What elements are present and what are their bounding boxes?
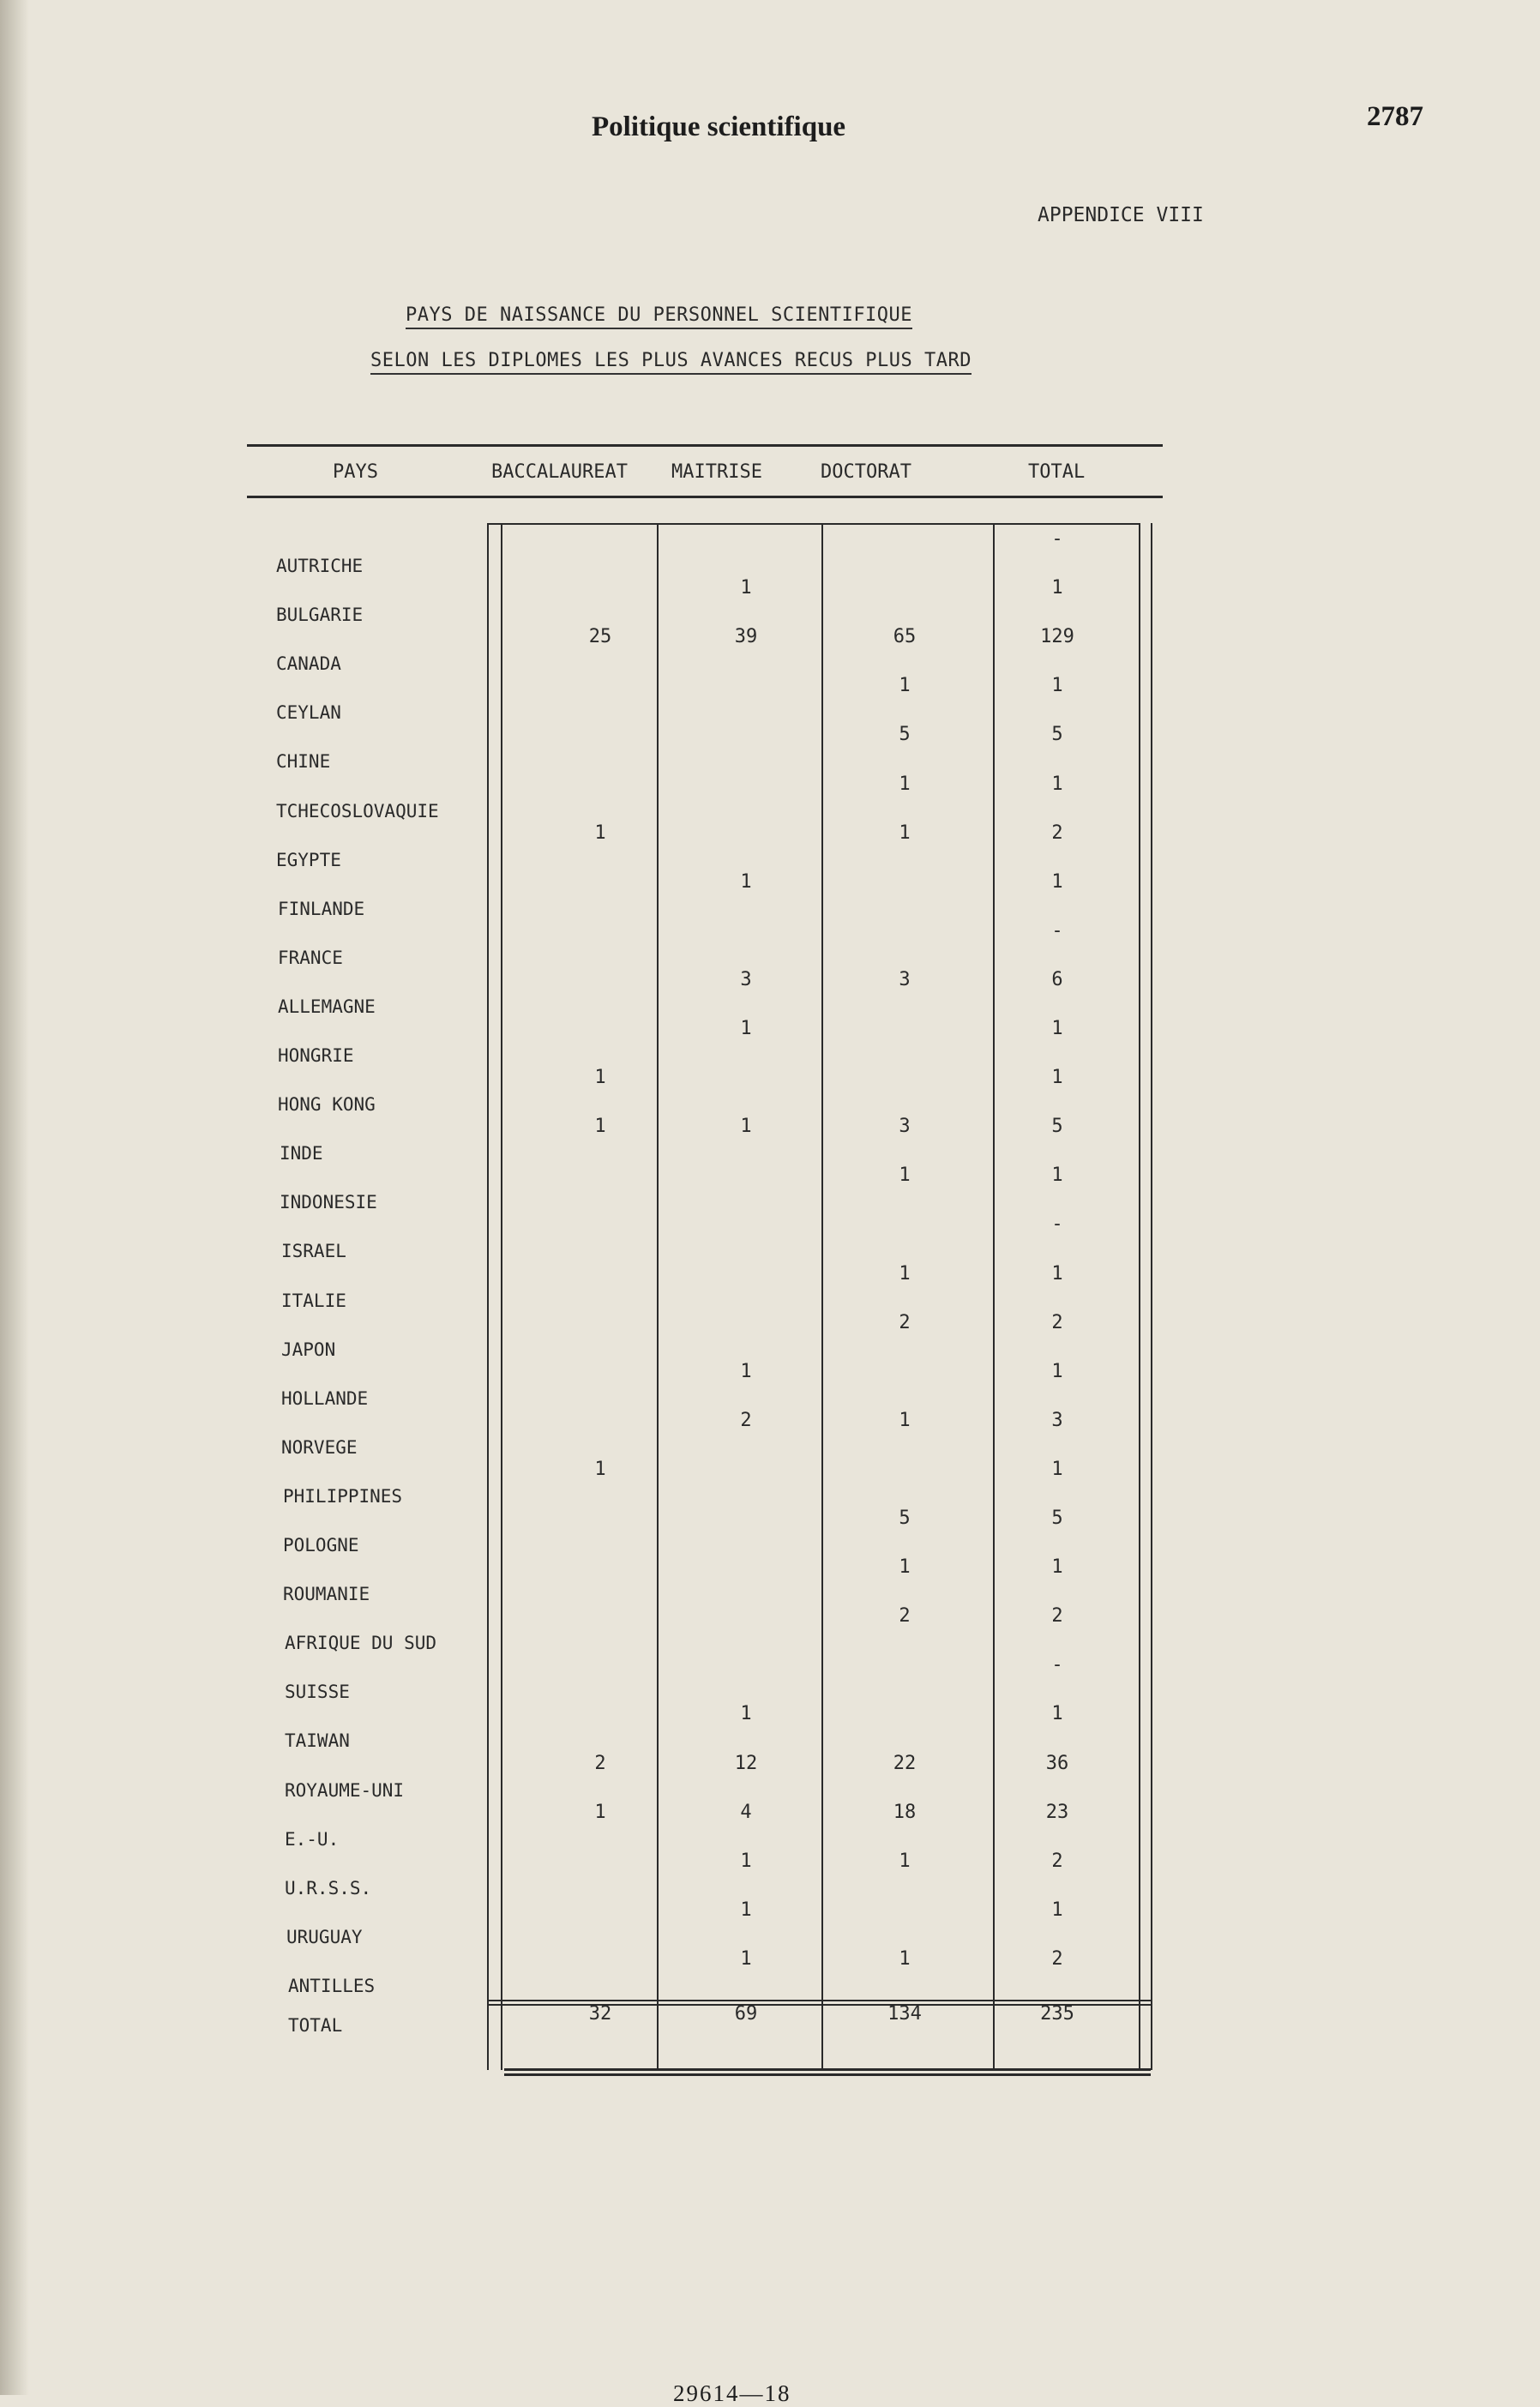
cell-mai: 2 [740,1410,752,1431]
cell-doc: 5 [899,724,911,745]
cell-doc: 3 [899,969,911,990]
cell-total: 3 [1051,1410,1063,1431]
table-title-line-2: SELON LES DIPLOMES LES PLUS AVANCES RECUS PLUS TARD [370,350,972,375]
cell-doc: 1 [899,1850,911,1872]
country-label: NORVEGE [281,1437,358,1458]
column-header-maitrise: MAITRISE [671,461,762,483]
cell-bac: 25 [588,626,612,647]
cell-bac: 2 [594,1753,606,1774]
cell-bac: 1 [594,1116,606,1137]
cell-doc: 18 [893,1802,917,1823]
country-label: CEYLAN [276,702,341,723]
cell-total: - [1051,1213,1063,1235]
cell-total: 1 [1051,773,1063,795]
cell-doc: 1 [899,1556,911,1578]
cell-mai: 1 [740,1948,752,1970]
cell-doc: 1 [899,1410,911,1431]
total-cell-mai: 69 [734,2003,758,2025]
country-label: ROYAUME-UNI [285,1780,405,1801]
country-label: INDONESIE [280,1192,377,1213]
cell-bac: 1 [594,1802,606,1823]
country-label: FRANCE [278,948,343,968]
country-label: TAIWAN [285,1730,350,1751]
table-left-border [487,523,489,2070]
header-top-rule [247,444,1163,447]
cell-bac: 1 [594,1067,606,1088]
country-label: ITALIE [281,1291,346,1311]
column-divider-3 [993,523,995,2070]
cell-total: 1 [1051,1459,1063,1480]
country-label: URUGUAY [286,1927,363,1947]
country-label: ALLEMAGNE [278,996,376,1017]
cell-mai: 1 [740,871,752,893]
cell-mai: 1 [740,1116,752,1137]
cell-total: 5 [1051,1116,1063,1137]
cell-mai: 3 [740,969,752,990]
cell-doc: 22 [893,1753,917,1774]
country-label: E.-U. [285,1829,340,1850]
cell-total: 1 [1051,675,1063,696]
cell-total: 1 [1051,1018,1063,1039]
table-right-border-outer [1151,523,1152,2070]
cell-mai: 39 [734,626,758,647]
cell-total: - [1051,1654,1063,1676]
cell-total: 1 [1051,1067,1063,1088]
cell-mai: 1 [740,1850,752,1872]
total-label: TOTAL [288,2015,343,2036]
cell-mai: 1 [740,1703,752,1724]
country-label: BULGARIE [276,605,364,625]
cell-total: - [1051,528,1063,550]
country-label: TCHECOSLOVAQUIE [276,801,439,821]
table-top-border [487,523,1139,525]
cell-total: 1 [1051,577,1063,599]
running-title: Politique scientifique [592,111,846,142]
cell-total: 2 [1051,822,1063,844]
cell-total: - [1051,920,1063,942]
country-label: SUISSE [285,1682,350,1702]
country-label: EGYPTE [276,850,341,870]
table-bottom-border [504,2068,1151,2071]
cell-total: 2 [1051,1312,1063,1333]
country-label: INDE [280,1143,323,1164]
table-bottom-border-double [504,2073,1151,2076]
table-title-line-1: PAYS DE NAISSANCE DU PERSONNEL SCIENTIFIQUE [406,304,912,329]
cell-mai: 1 [740,1018,752,1039]
appendix-label: APPENDICE VIII [1038,204,1204,226]
cell-total: 129 [1040,626,1074,647]
cell-bac: 1 [594,822,606,844]
total-row-rule [487,2000,1151,2001]
cell-mai: 1 [740,1361,752,1382]
cell-total: 2 [1051,1850,1063,1872]
cell-doc: 3 [899,1116,911,1137]
cell-total: 1 [1051,1556,1063,1578]
cell-doc: 65 [893,626,917,647]
cell-mai: 1 [740,577,752,599]
cell-mai: 12 [734,1753,758,1774]
cell-total: 6 [1051,969,1063,990]
cell-doc: 5 [899,1507,911,1529]
cell-total: 2 [1051,1605,1063,1627]
cell-doc: 1 [899,675,911,696]
cell-total: 2 [1051,1948,1063,1970]
cell-doc: 1 [899,822,911,844]
cell-total: 1 [1051,1164,1063,1186]
column-header-baccalaureat: BACCALAUREAT [491,461,628,483]
cell-total: 1 [1051,1899,1063,1921]
cell-total: 5 [1051,1507,1063,1529]
country-label: U.R.S.S. [285,1878,372,1899]
cell-mai: 4 [740,1802,752,1823]
cell-doc: 1 [899,1164,911,1186]
cell-total: 1 [1051,1361,1063,1382]
cell-total: 1 [1051,871,1063,893]
header-bottom-rule [247,496,1163,498]
table-right-border [1139,523,1140,2070]
cell-mai: 1 [740,1899,752,1921]
country-label: ROUMANIE [283,1584,370,1604]
cell-total: 5 [1051,724,1063,745]
cell-doc: 2 [899,1312,911,1333]
page-number: 2787 [1367,101,1423,132]
cell-bac: 1 [594,1459,606,1480]
country-label: AUTRICHE [276,556,364,576]
cell-doc: 2 [899,1605,911,1627]
country-label: POLOGNE [283,1535,359,1556]
country-label: CANADA [276,653,341,674]
cell-total: 36 [1045,1753,1069,1774]
total-cell-doc: 134 [887,2003,922,2025]
total-cell-bac: 32 [588,2003,612,2025]
country-label: ANTILLES [288,1976,376,1996]
print-stamp: 29614—18 [673,2380,791,2406]
cell-total: 1 [1051,1703,1063,1724]
country-label: AFRIQUE DU SUD [285,1633,437,1653]
cell-doc: 1 [899,773,911,795]
country-label: HONG KONG [278,1094,376,1115]
country-label: FINLANDE [278,899,365,919]
page-binding-edge [0,0,29,2395]
country-label: ISRAEL [281,1241,346,1261]
cell-total: 1 [1051,1263,1063,1285]
country-label: JAPON [281,1339,336,1360]
table-left-border-inner [501,523,502,2070]
cell-doc: 1 [899,1948,911,1970]
column-header-pays: PAYS [333,461,378,483]
column-header-doctorat: DOCTORAT [821,461,911,483]
country-label: CHINE [276,751,331,772]
column-header-total: TOTAL [1028,461,1086,483]
cell-total: 23 [1045,1802,1069,1823]
cell-doc: 1 [899,1263,911,1285]
country-label: PHILIPPINES [283,1486,403,1507]
total-cell-total: 235 [1040,2003,1074,2025]
country-label: HOLLANDE [281,1388,369,1409]
country-label: HONGRIE [278,1045,354,1066]
column-divider-1 [657,523,659,2070]
column-divider-2 [821,523,823,2070]
